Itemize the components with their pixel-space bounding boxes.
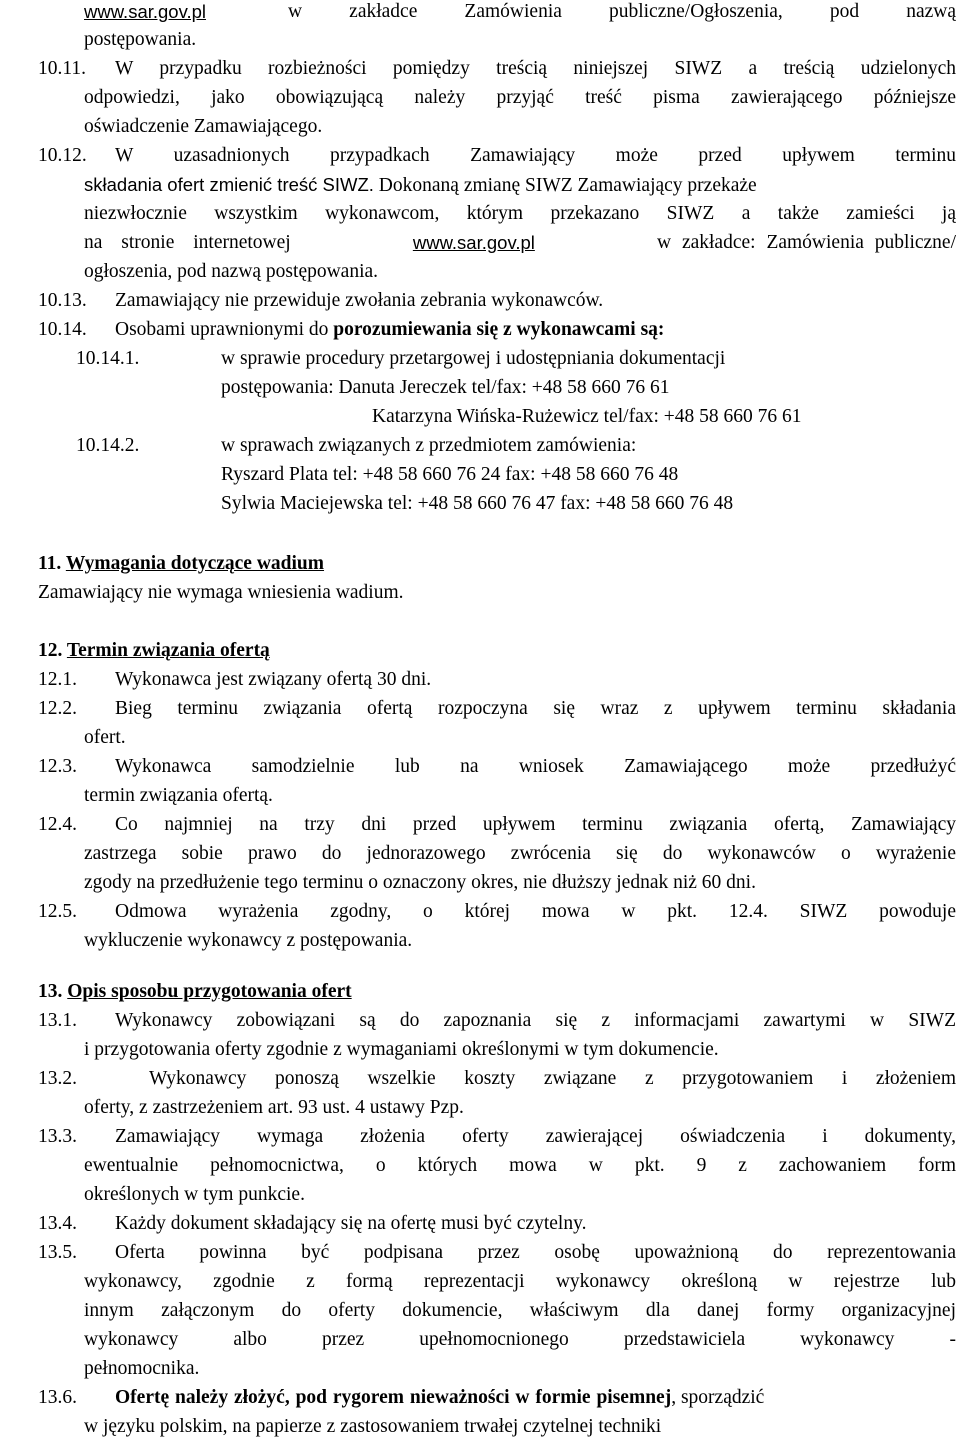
- text-segment: , sporządzić: [671, 1387, 765, 1408]
- paragraph-line: termin związania ofertą.: [84, 785, 273, 806]
- paragraph-line: oferty, z zastrzeżeniem art. 93 ust. 4 ustawy Pzp.: [84, 1097, 464, 1118]
- link-url[interactable]: www.sar.gov.pl: [84, 1, 207, 22]
- paragraph-line: Wykonawcy zobowiązani są do zapoznania się z informacjami zawartymi w SIWZ: [115, 1010, 956, 1031]
- paragraph-line: postępowania.: [84, 29, 197, 50]
- contact-line: Sylwia Maciejewska tel: +48 58 660 76 47 fax: +48 58 660 76 48: [221, 493, 734, 514]
- paragraph-line: [84, 170, 757, 199]
- section-heading: [38, 977, 352, 1006]
- section-title: Opis sposobu przygotowania ofert: [67, 981, 352, 1002]
- paragraph-line: ofert.: [84, 727, 126, 748]
- item-number: 12.2.: [38, 698, 77, 719]
- paragraph-line: W przypadku rozbieżności pomiędzy treścią niniejszej SIWZ a treścią udzielonych: [115, 58, 956, 79]
- paragraph-line: w języku polskim, na papierze z zastosowaniem trwałej czytelnej techniki: [84, 1416, 662, 1437]
- contact-line: Katarzyna Wińska-Rużewicz tel/fax: +48 58 660 76 61: [372, 406, 802, 427]
- paragraph-line: zastrzega sobie prawo do jednorazowego zwrócenia się do wykonawców o wyrażenie: [84, 843, 956, 864]
- paragraph-line: zgody na przedłużenie tego terminu o oznaczony okres, nie dłuższy jednak niż 60 dni.: [84, 872, 756, 893]
- paragraph-line: Co najmniej na trzy dni przed upływem terminu związania ofertą, Zamawiający: [115, 814, 956, 835]
- paragraph-line: oświadczenie Zamawiającego.: [84, 116, 323, 137]
- paragraph-line: Zamawiający nie przewiduje zwołania zebrania wykonawców.: [115, 290, 604, 311]
- paragraph-line: [84, 228, 956, 257]
- item-number: 13.4.: [38, 1213, 77, 1234]
- item-number: 13.3.: [38, 1126, 77, 1147]
- paragraph-line: wykonawcy, zgodnie z formą reprezentacji wykonawcy określoną w rejestrze lub: [84, 1271, 956, 1292]
- text-segment-bold: Ofertę należy złożyć, pod rygorem nieważności w formie pisemnej: [115, 1387, 672, 1408]
- item-number: 13.2.: [38, 1068, 77, 1089]
- paragraph-line: wykluczenie wykonawcy z postępowania.: [84, 930, 413, 951]
- link-url[interactable]: www.sar.gov.pl: [412, 232, 535, 253]
- text-segment-bold: porozumiewania się z wykonawcami są:: [333, 319, 665, 340]
- section-number: 13.: [38, 981, 63, 1002]
- paragraph-line: w zakładce Zamówienia publiczne/Ogłoszenia, pod nazwą: [288, 1, 956, 22]
- text-segment: na stronie internetowej: [84, 232, 291, 253]
- paragraph-line: Zamawiający nie wymaga wniesienia wadium.: [38, 582, 404, 603]
- item-number: 12.4.: [38, 814, 77, 835]
- paragraph-line: Bieg terminu związania ofertą rozpoczyna się wraz z upływem terminu składania: [115, 698, 956, 719]
- paragraph-line: ewentualnie pełnomocnictwa, o których mowa w pkt. 9 z zachowaniem form: [84, 1155, 956, 1176]
- paragraph-line: innym załączonym do oferty dokumencie, właściwym dla danej formy organizacyjnej: [84, 1300, 956, 1321]
- item-number: 12.5.: [38, 901, 77, 922]
- section-number: 11.: [38, 553, 62, 574]
- paragraph-line: pełnomocnika.: [84, 1358, 200, 1379]
- item-number: 10.13.: [38, 290, 87, 311]
- paragraph-line: ogłoszenia, pod nazwą postępowania.: [84, 261, 379, 282]
- section-heading: [38, 636, 270, 665]
- paragraph-line: Wykonawca samodzielnie lub na wniosek Zamawiającego może przedłużyć: [115, 756, 956, 777]
- item-number: 13.5.: [38, 1242, 77, 1263]
- paragraph-line: wykonawcy albo przez upełnomocnionego przedstawiciela wykonawcy -: [84, 1329, 956, 1350]
- paragraph-line: określonych w tym punkcie.: [84, 1184, 305, 1205]
- paragraph-line: W uzasadnionych przypadkach Zamawiający może przed upływem terminu: [115, 145, 956, 166]
- paragraph-line: [115, 1383, 956, 1412]
- paragraph-line: Oferta powinna być podpisana przez osobę upoważnioną do reprezentowania: [115, 1242, 956, 1263]
- paragraph-line: Wykonawcy ponoszą wszelkie koszty związane z przygotowaniem i złożeniem: [149, 1068, 956, 1089]
- text-segment: Osobami uprawnionymi do: [115, 319, 329, 340]
- paragraph-line: Zamawiający wymaga złożenia oferty zawierającej oświadczenia i dokumenty,: [115, 1126, 956, 1147]
- item-number: 10.14.: [38, 319, 87, 340]
- paragraph-line: [115, 315, 664, 344]
- section-number: 12.: [38, 640, 63, 661]
- item-number: 10.11.: [38, 58, 87, 79]
- text-segment: w zakładce: Zamówienia publiczne/: [657, 232, 956, 253]
- item-number: 13.6.: [38, 1387, 77, 1408]
- paragraph-line: odpowiedzi, jako obowiązującą należy przyjąć treść pisma zawierającego późniejsze: [84, 87, 956, 108]
- contact-line: Ryszard Plata tel: +48 58 660 76 24 fax: +48 58 660 76 48: [221, 464, 679, 485]
- item-number: 10.14.2.: [76, 435, 140, 456]
- item-number: 12.3.: [38, 756, 77, 777]
- item-number: 13.1.: [38, 1010, 77, 1031]
- paragraph-line: niezwłocznie wszystkim wykonawcom, którym przekazano SIWZ a także zamieści ją: [84, 203, 956, 224]
- paragraph-line: Odmowa wyrażenia zgodny, o której mowa w pkt. 12.4. SIWZ powoduje: [115, 901, 956, 922]
- section-title: Termin związania ofertą: [66, 640, 270, 661]
- contact-line: postępowania: Danuta Jereczek tel/fax: +48 58 660 76 61: [221, 377, 670, 398]
- paragraph-line: w sprawach związanych z przedmiotem zamówienia:: [221, 435, 637, 456]
- paragraph-line: i przygotowania oferty zgodnie z wymaganiami określonymi w tym dokumencie.: [84, 1039, 719, 1060]
- item-number: 10.14.1.: [76, 348, 140, 369]
- section-title: Wymagania dotyczące wadium: [65, 553, 325, 574]
- paragraph-line: Wykonawca jest związany ofertą 30 dni.: [115, 669, 432, 690]
- section-heading: [38, 549, 324, 578]
- paragraph-line-sans: składania ofert zmienić treść SIWZ.: [84, 174, 374, 195]
- paragraph-line: w sprawie procedury przetargowej i udostępniania dokumentacji: [221, 348, 726, 369]
- paragraph-line-serif: Dokonaną zmianę SIWZ Zamawiający przekaże: [378, 175, 757, 196]
- item-number: 12.1.: [38, 669, 77, 690]
- item-number: 10.12.: [38, 145, 87, 166]
- paragraph-line: Każdy dokument składający się na ofertę musi być czytelny.: [115, 1213, 587, 1234]
